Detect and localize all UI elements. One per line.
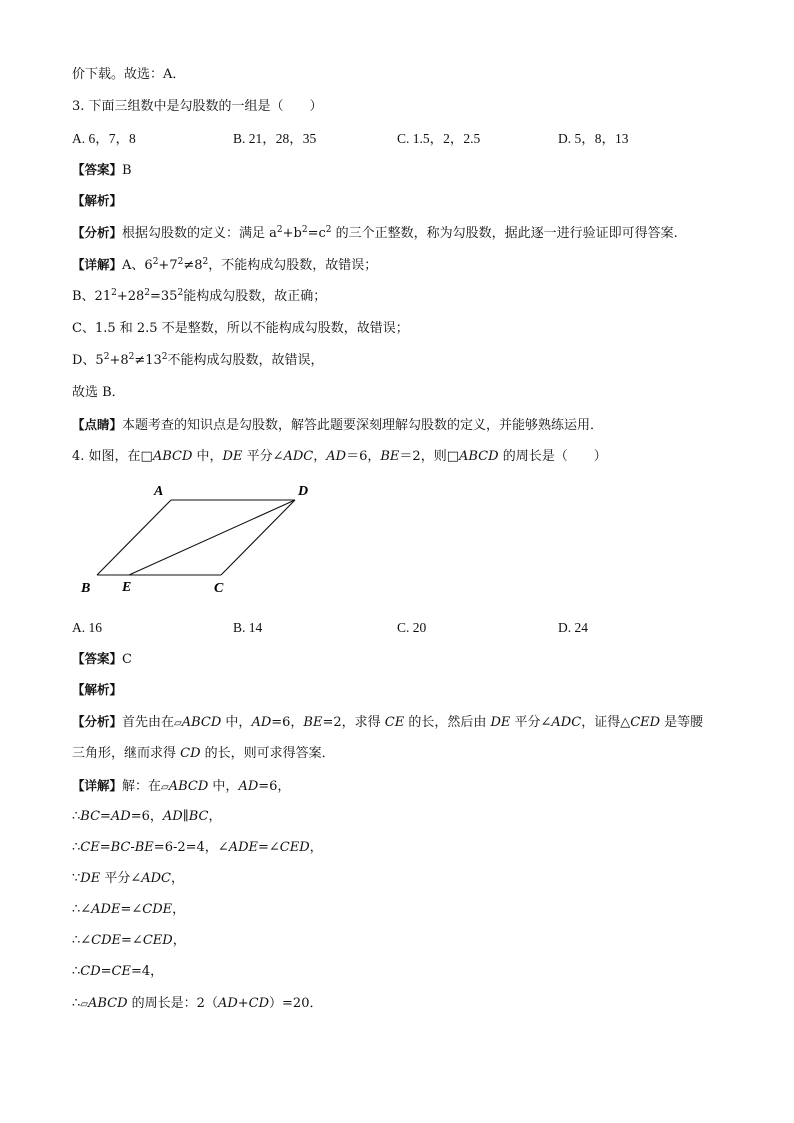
exp: 2 — [111, 288, 117, 298]
math-var: DE — [222, 449, 243, 464]
step-text: ， — [172, 902, 186, 917]
parallelogram-symbol: □ — [140, 449, 153, 464]
step-text: 解：在 — [122, 779, 162, 794]
math-var: ADE — [228, 840, 258, 855]
step-text: =∠ — [120, 902, 143, 917]
math-var: BE — [380, 449, 400, 464]
q3-dianjing — [72, 416, 603, 435]
q3-detail-b — [72, 288, 326, 306]
exp: 2 — [161, 352, 168, 362]
step-text: =∠ — [258, 840, 280, 855]
math-var: ADC — [141, 871, 171, 886]
step-text: 中， — [208, 779, 239, 794]
step-text: =6-2=4，∠ — [153, 840, 229, 855]
q3-option-c: C. 1.5，2，2.5 — [397, 131, 481, 146]
fenxi-text: 三角形，继而求得 — [72, 746, 181, 761]
step-text: 的周长是：2（ — [127, 996, 218, 1011]
fenxi-text: 的长，然后由 — [404, 715, 491, 730]
fenxi-text: 的三个正整数，称为勾股数，据此逐一进行验证即可得答案. — [331, 226, 678, 241]
detail-text: A、6 — [122, 258, 153, 273]
fenxi-text: +b — [282, 226, 302, 241]
math-var: AD — [326, 449, 347, 464]
answer-tag: 【答案】 — [72, 162, 123, 177]
exp: 2 — [144, 288, 151, 298]
math-var: CE — [384, 715, 405, 730]
xiangjie-tag: 【详解】 — [72, 778, 123, 793]
step-text: ， — [171, 871, 185, 886]
fenxi-text: =2，求得 — [322, 715, 385, 730]
q3-detail-a — [72, 256, 377, 275]
math-var: CD — [180, 746, 201, 761]
step-text: ∴∠ — [72, 902, 92, 917]
step-text: ∴ — [72, 996, 81, 1011]
q4-step-6 — [72, 932, 186, 950]
step-text: =6， — [130, 809, 163, 824]
analysis-tag: 【解析】 — [72, 682, 123, 697]
exp: 2 — [152, 257, 159, 267]
q4-stem — [72, 448, 607, 466]
xiangjie-tag: 【详解】 — [72, 257, 123, 272]
q4-answer — [72, 650, 132, 669]
math-var: BC=AD — [80, 809, 131, 824]
exp: 2 — [177, 288, 184, 298]
q4-option-a: A. 16 — [72, 620, 102, 635]
q3-analysis-heading — [72, 192, 122, 211]
exp: 2 — [103, 352, 110, 362]
math-var: ABCD — [168, 779, 209, 794]
math-var: ADC — [551, 715, 582, 730]
answer-tag: 【答案】 — [72, 651, 123, 666]
fenxi-text: =c — [307, 226, 326, 241]
step-text: ∴ — [72, 840, 81, 855]
fenxi-text: ，证得△ — [581, 715, 631, 730]
fenxi-text: =6， — [271, 715, 304, 730]
step-text: =∠ — [121, 933, 143, 948]
q4-step-4 — [72, 870, 184, 888]
step-text: ∴ — [72, 964, 81, 979]
parallelogram-figure — [72, 470, 332, 600]
q4-step-7 — [72, 963, 163, 981]
label-a: A — [154, 484, 164, 499]
stem-text: 4. 如图，在 — [72, 449, 141, 464]
detail-text: ，不能构成勾股数，故错误； — [208, 258, 378, 273]
math-var: AD — [238, 779, 259, 794]
q4-step-2 — [72, 808, 221, 826]
step-text: ， — [172, 933, 186, 948]
math-var: ADC — [283, 449, 314, 464]
q3-option-d: D. 5，8，13 — [558, 131, 629, 146]
q4-fenxi-line1 — [72, 713, 703, 733]
fenxi-text: 中， — [221, 715, 252, 730]
detail-text: +7 — [158, 258, 178, 273]
exp: 2 — [276, 225, 283, 235]
math-var: ABCD — [87, 996, 128, 1011]
detail-text: ≠13 — [134, 353, 162, 368]
exp: 2 — [202, 257, 209, 267]
stem-text: 的周长是（ ） — [498, 449, 607, 464]
fenxi-tag: 【分析】 — [72, 714, 123, 729]
math-var: CED — [279, 840, 310, 855]
q4-option-b: B. 14 — [233, 620, 263, 635]
dianjing-tag: 【点睛】 — [72, 417, 123, 432]
q3-conclusion: 故选 B． — [72, 385, 125, 400]
stem-text: ＝2，则 — [399, 449, 447, 464]
parallelogram-symbol: □ — [446, 449, 459, 464]
exp: 2 — [128, 352, 135, 362]
exp: 2 — [301, 225, 308, 235]
detail-text: B、21 — [72, 289, 112, 304]
math-var: CE=BC-BE — [80, 840, 154, 855]
detail-text: +8 — [109, 353, 129, 368]
fenxi-text: 的长，则可求得答案． — [200, 746, 335, 761]
math-var: CED — [142, 933, 173, 948]
parallelogram-symbol: ▱ — [161, 782, 169, 793]
q4-step-8 — [72, 995, 322, 1014]
q3-stem: 3. 下面三组数中是勾股数的一组是（ ） — [72, 99, 323, 114]
exp: 2 — [177, 257, 184, 267]
parallelogram-symbol: ▱ — [80, 999, 88, 1010]
math-var: BE — [303, 715, 323, 730]
detail-text: 不能构成勾股数，故错误， — [167, 353, 324, 368]
detail-text: =35 — [150, 289, 178, 304]
q4-analysis-heading — [72, 681, 122, 700]
step-text: =4， — [130, 964, 164, 979]
step-text: =6， — [258, 779, 291, 794]
fenxi-tag: 【分析】 — [72, 225, 123, 240]
analysis-tag: 【解析】 — [72, 193, 123, 208]
parallelogram-symbol: ▱ — [174, 718, 182, 729]
detail-text: D、5 — [72, 353, 104, 368]
detail-text: +28 — [116, 289, 145, 304]
math-var: AD+CD — [217, 996, 270, 1011]
math-var: ADE — [91, 902, 121, 917]
stem-text: 平分∠ — [242, 449, 284, 464]
fenxi-text: 首先由在 — [122, 715, 175, 730]
label-e: E — [122, 580, 132, 595]
step-text: ∴∠ — [72, 933, 92, 948]
edge-ba — [97, 500, 171, 575]
math-var: ABCD — [459, 449, 499, 464]
label-d: D — [298, 484, 309, 499]
dianjing-text: 本题考查的知识点是勾股数，解答此题要深刻理解勾股数的定义，并能够熟练运用． — [122, 418, 604, 433]
stem-text: ， — [313, 449, 327, 464]
q3-detail-c: C、1.5 和 2.5 不是整数，所以不能构成勾股数，故错误； — [72, 321, 409, 336]
stem-text: 中， — [192, 449, 223, 464]
q4-step-3 — [72, 839, 323, 857]
detail-text: 能构成勾股数，故正确； — [183, 289, 327, 304]
q3-detail-d — [72, 352, 324, 370]
math-var: ABCD — [152, 449, 193, 464]
edge-dc — [221, 500, 295, 575]
label-b: B — [81, 581, 91, 596]
math-var: CD=CE — [80, 964, 131, 979]
step-text: 平分∠ — [100, 871, 142, 886]
fenxi-text: 根据勾股数的定义：满足 a — [122, 226, 277, 241]
exp: 2 — [325, 225, 332, 235]
step-text: ∵ — [72, 871, 81, 886]
step-text: ， — [208, 809, 222, 824]
fenxi-text: 平分∠ — [510, 715, 552, 730]
math-var: DE — [490, 715, 511, 730]
q3-option-b: B. 21，28，35 — [233, 131, 317, 146]
step-text: ， — [309, 840, 323, 855]
q3-answer — [72, 161, 132, 180]
math-var: CDE — [91, 933, 122, 948]
step-text: ∴ — [72, 809, 81, 824]
answer-value: B — [122, 163, 132, 178]
q4-fenxi-line2 — [72, 745, 335, 763]
math-var: AD∥BC — [162, 809, 209, 824]
q3-option-a: A. 6，7，8 — [72, 131, 136, 146]
q4-option-d: D. 24 — [558, 620, 588, 635]
math-var: ABCD — [181, 715, 222, 730]
q4-step-5 — [72, 901, 185, 919]
fenxi-text: 是等腰 — [660, 715, 704, 730]
detail-text: ≠8 — [183, 258, 203, 273]
prev-answer-tail: 价下载。故选：A． — [72, 67, 186, 82]
q3-fenxi — [72, 224, 678, 243]
q4-option-c: C. 20 — [397, 620, 427, 635]
stem-text: ＝6， — [346, 449, 381, 464]
math-var: CED — [630, 715, 661, 730]
math-var: CDE — [142, 902, 173, 917]
math-var: AD — [251, 715, 272, 730]
segment-de — [129, 500, 295, 575]
step-text: ）=20． — [269, 996, 323, 1011]
answer-value: C — [122, 652, 132, 667]
math-var: DE — [80, 871, 101, 886]
label-c: C — [214, 581, 224, 596]
q4-step-1 — [72, 777, 290, 797]
